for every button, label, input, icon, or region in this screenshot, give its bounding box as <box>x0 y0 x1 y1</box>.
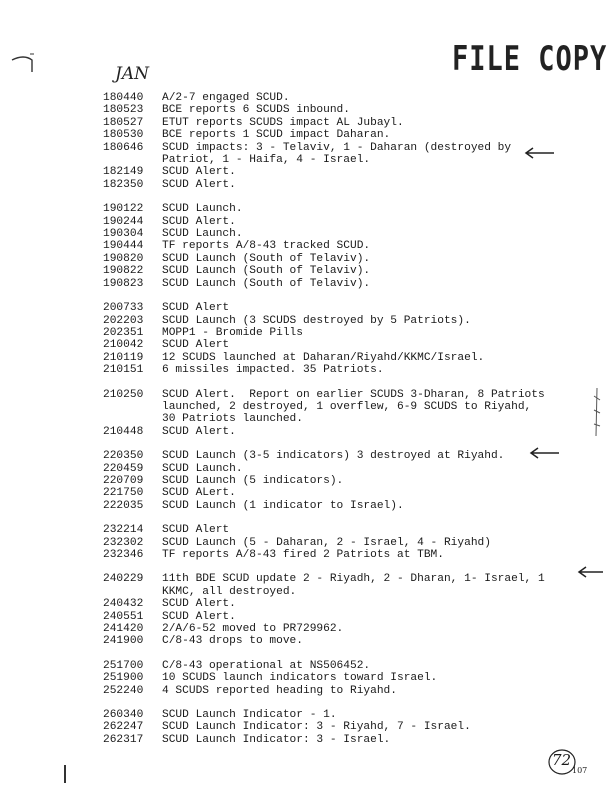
entry-time: 190822 <box>103 265 144 278</box>
entry-time: 182149 <box>103 166 144 179</box>
entry-time: 180527 <box>103 116 144 129</box>
entry-time: 190444 <box>103 240 144 253</box>
entry-time: 260340 <box>103 709 144 722</box>
entry-gap <box>103 377 598 389</box>
entry-text: SCUD Launch. <box>162 462 243 475</box>
entry-text: MOPP1 - Bromide Pills <box>162 326 303 339</box>
log-entry <box>103 450 598 462</box>
entry-time: 190304 <box>103 228 144 241</box>
entry-text: SCUD Alert. <box>162 598 236 611</box>
log-entry <box>103 240 598 252</box>
page-sub-number: 107 <box>572 766 588 775</box>
log-entry <box>103 635 598 647</box>
log-entry <box>103 487 598 499</box>
log-entry <box>103 92 598 104</box>
entry-gap <box>103 561 598 573</box>
log-entry <box>103 339 598 351</box>
log-entry <box>103 265 598 277</box>
entry-text: SCUD Launch (South of Telaviv). <box>162 277 371 290</box>
arrow-left-icon <box>528 447 560 459</box>
log-entry <box>103 537 598 549</box>
entry-time: 190823 <box>103 277 144 290</box>
entry-time: 232302 <box>103 536 144 549</box>
entry-time: 240551 <box>103 610 144 623</box>
log-entry <box>103 660 598 672</box>
entry-time: 210448 <box>103 425 144 438</box>
log-entry <box>103 500 598 512</box>
event-log <box>103 92 598 746</box>
entry-text: SCUD Launch Indicator: 3 - Israel. <box>162 733 391 746</box>
entry-time: 210119 <box>103 351 144 364</box>
log-entry <box>103 216 598 228</box>
entry-text: SCUD Alert. <box>162 178 236 191</box>
entry-time: 220459 <box>103 462 144 475</box>
entry-text: 12 SCUDS launched at Daharan/Riyahd/KKMC/Israel. <box>162 351 485 364</box>
entry-text: SCUD Launch (1 indicator to Israel). <box>162 499 404 512</box>
entry-text: SCUD Launch Indicator - 1. <box>162 709 337 722</box>
log-entry <box>103 463 598 475</box>
log-entry <box>103 179 598 191</box>
entry-text: 11th BDE SCUD update 2 - Riyadh, 2 - Dharan, 1- Israel, 1 KKMC, all destroyed. <box>162 573 545 598</box>
entry-time: 220350 <box>103 450 144 463</box>
entry-time: 262317 <box>103 733 144 746</box>
entry-text: SCUD Launch (South of Telaviv). <box>162 252 371 265</box>
entry-text: SCUD impacts: 3 - Telaviv, 1 - Daharan (destroyed by Patriot, 1 - Haifa, 4 - Israel. <box>162 141 512 167</box>
entry-time: 190244 <box>103 215 144 228</box>
entry-text: SCUD Alert. Report on earlier SCUDS 3-Dharan, 8 Patriots launched, 2 destroyed, 1 overflew, 6-9 SCUDS to Riyahd, 30 Patriots launched. <box>162 388 545 426</box>
entry-time: 202351 <box>103 326 144 339</box>
log-entry <box>103 302 598 314</box>
entry-text: SCUD Launch (3 SCUDS destroyed by 5 Patriots). <box>162 314 471 327</box>
file-copy-stamp: FILE COPY <box>452 40 608 79</box>
entry-text: SCUD Alert. <box>162 215 236 228</box>
log-entry <box>103 549 598 561</box>
page-number: 72 <box>552 751 572 769</box>
entry-gap <box>103 648 598 660</box>
entry-time: 210151 <box>103 364 144 377</box>
margin-line <box>64 765 66 783</box>
log-entry <box>103 228 598 240</box>
entry-time: 200733 <box>103 302 144 315</box>
log-entry <box>103 573 598 598</box>
entry-time: 202203 <box>103 314 144 327</box>
log-entry <box>103 364 598 376</box>
log-entry <box>103 426 598 438</box>
entry-text: 4 SCUDS reported heading to Riyahd. <box>162 684 397 697</box>
entry-time: 220709 <box>103 474 144 487</box>
entry-time: 190122 <box>103 203 144 216</box>
entry-gap <box>103 512 598 524</box>
log-entry <box>103 623 598 635</box>
arrow-left-icon <box>523 147 555 159</box>
entry-time: 190820 <box>103 252 144 265</box>
entry-text: SCUD Launch. <box>162 228 243 241</box>
entry-time: 180646 <box>103 141 144 154</box>
entry-text: SCUD Launch (5 - Daharan, 2 - Israel, 4 - Riyahd) <box>162 536 491 549</box>
entry-text: TF reports A/8-43 tracked SCUD. <box>162 240 371 253</box>
entry-time: 241900 <box>103 635 144 648</box>
log-entry <box>103 721 598 733</box>
entry-gap <box>103 191 598 203</box>
entry-text: ETUT reports SCUDS impact AL Jubayl. <box>162 116 404 129</box>
entry-text: A/2-7 engaged SCUD. <box>162 92 290 104</box>
entry-text: TF reports A/8-43 fired 2 Patriots at TBM. <box>162 549 444 561</box>
entry-time: 240432 <box>103 598 144 611</box>
log-entry <box>103 327 598 339</box>
entry-time: 222035 <box>103 499 144 512</box>
entry-time: 232214 <box>103 524 144 537</box>
entry-gap <box>103 290 598 302</box>
log-entry <box>103 253 598 265</box>
entry-time: 232346 <box>103 549 144 561</box>
log-entry <box>103 166 598 178</box>
entry-text: SCUD Alert <box>162 339 230 352</box>
log-entry <box>103 315 598 327</box>
entry-time: 241420 <box>103 623 144 636</box>
entry-gap <box>103 697 598 709</box>
entry-text: C/8-43 operational at NS506452. <box>162 659 371 672</box>
entry-text: SCUD Launch. <box>162 203 243 216</box>
entry-text: SCUD Launch (3-5 indicators) 3 destroyed at Riyahd. <box>162 450 505 463</box>
entry-text: 6 missiles impacted. 35 Patriots. <box>162 364 384 377</box>
entry-text: SCUD Launch (South of Telaviv). <box>162 265 371 278</box>
handwritten-month: JAN <box>115 64 149 84</box>
log-entry <box>103 203 598 215</box>
entry-time: 251900 <box>103 672 144 685</box>
log-entry <box>103 598 598 610</box>
log-entry <box>103 734 598 746</box>
entry-text: 10 SCUDS launch indicators toward Israel. <box>162 672 438 685</box>
entry-text: SCUD Alert. <box>162 425 236 438</box>
log-entry <box>103 685 598 697</box>
log-entry <box>103 709 598 721</box>
log-entry <box>103 278 598 290</box>
entry-text: SCUD Alert <box>162 302 230 315</box>
log-entry <box>103 672 598 684</box>
entry-gap <box>103 438 598 450</box>
entry-time: 262247 <box>103 721 144 734</box>
entry-text: SCUD Alert <box>162 524 230 537</box>
log-entry <box>103 129 598 141</box>
entry-time: 180523 <box>103 104 144 117</box>
entry-text: SCUD ALert. <box>162 487 236 500</box>
entry-time: 251700 <box>103 659 144 672</box>
entry-time: 221750 <box>103 487 144 500</box>
log-entry <box>103 475 598 487</box>
entry-text: C/8-43 drops to move. <box>162 635 303 648</box>
entry-time: 180530 <box>103 129 144 142</box>
log-entry <box>103 352 598 364</box>
entry-time: 182350 <box>103 178 144 191</box>
entry-text: SCUD Alert. <box>162 166 236 179</box>
entry-time: 240229 <box>103 573 144 586</box>
entry-text: SCUD Launch (5 indicators). <box>162 474 344 487</box>
arrow-left-icon <box>576 566 604 578</box>
margin-scribble-icon <box>591 386 603 438</box>
entry-text: 2/A/6-52 moved to PR729962. <box>162 623 344 636</box>
entry-time: 252240 <box>103 684 144 697</box>
log-entry <box>103 117 598 129</box>
entry-time: 180440 <box>103 92 144 104</box>
entry-text: SCUD Alert. <box>162 610 236 623</box>
log-entry <box>103 611 598 623</box>
entry-text: SCUD Launch Indicator: 3 - Riyahd, 7 - Israel. <box>162 721 471 734</box>
log-entry <box>103 389 598 426</box>
log-entry <box>103 104 598 116</box>
entry-time: 210250 <box>103 388 144 401</box>
entry-time: 210042 <box>103 339 144 352</box>
entry-text: BCE reports 1 SCUD impact Daharan. <box>162 129 391 142</box>
log-entry <box>103 524 598 536</box>
entry-text: BCE reports 6 SCUDS inbound. <box>162 104 350 117</box>
corner-scribble-icon <box>10 52 38 74</box>
